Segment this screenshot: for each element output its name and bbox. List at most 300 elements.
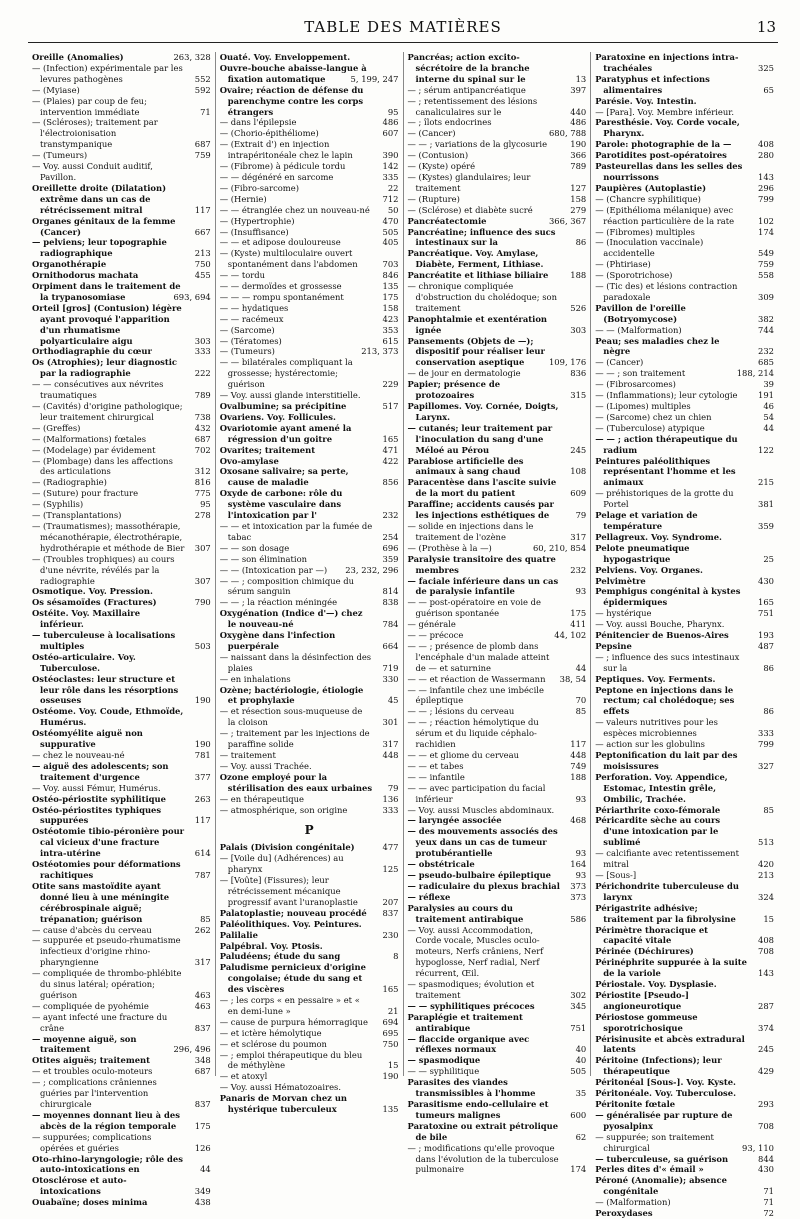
entry-page-ref: 25 [763,553,774,564]
index-entry [595,117,774,139]
entry-page-ref: 188 [570,270,587,281]
entry-page-ref: 79 [575,510,587,521]
entry-term: Peau; ses maladies chez le nègre [595,335,720,357]
index-entry [408,826,587,859]
index-entry [32,85,211,96]
entry-page-ref: 432 [194,422,211,433]
entry-term: — pelviens; leur topographie radiographique [32,237,167,259]
index-entry [32,270,211,281]
entry-page-ref: 165 [758,597,774,608]
entry-term: — action sur les globulins [595,739,705,750]
entry-term: — — précoce [407,630,464,641]
index-entry [220,674,399,685]
index-entry [220,962,399,995]
index-entry [32,925,211,936]
entry-term: Papillomes. Voy. Cornée, Doigts, Larynx. [407,401,559,422]
index-entry [595,739,774,750]
entry-page-ref: 44, 102 [554,630,587,641]
entry-term: — cutanés; leur traitement par l'inoculation du sang d'une Méloé au Pérou [407,422,553,455]
entry-page-ref: 609 [570,488,587,499]
entry-term: — — dégénéré en sarcome [219,171,334,182]
entry-term: Peptonification du lait par des moisissures [595,750,738,771]
entry-page-ref: 838 [382,597,399,608]
entry-term: — (Plaies) par coup de feu; intervention immédiate [32,95,147,117]
entry-page-ref: 232 [758,346,774,357]
index-entry [408,336,587,369]
entry-term: Papier; présence de protozoaires [407,379,501,401]
entry-term: Otosclérose et auto-intoxications [32,1175,127,1197]
entry-term: — Voy. aussi Muscles abdominaux. [407,804,555,815]
entry-page-ref: 784 [382,619,399,630]
index-entry [408,1034,587,1056]
entry-page-ref: 142 [382,161,399,172]
index-entry [220,466,399,488]
index-entry [595,488,774,510]
index-entry [595,1077,774,1088]
index-entry [408,597,587,619]
index-entry [595,1110,774,1132]
entry-page-ref: 296 [758,182,774,193]
entry-page-ref: 719 [382,662,399,673]
index-entry [595,815,774,848]
entry-term: Ovo-amylase [219,455,279,466]
index-entry [595,205,774,227]
entry-term: Orpiment dans le traitement de la trypanosomiase [32,281,181,302]
index-entry [220,875,399,908]
entry-term: — (Cavités) d'origine pathologique; leur traitement chirurgical [32,401,183,422]
entry-term: — chez le nouveau-né [32,750,125,760]
entry-page-ref: 685 [758,357,774,368]
entry-term: Périostale. Voy. Dysplasie. [595,979,717,990]
index-entry [32,259,211,270]
entry-page-ref: 230 [382,929,399,940]
entry-page-ref: 174 [758,226,774,237]
index-entry [220,576,399,598]
entry-term: Palais (Division congénitale) [219,842,355,853]
index-entry [595,1034,774,1056]
entry-term: Oreillette droite (Dilatation) extrême dans un cas de rétrécissement mitral [32,182,167,215]
entry-term: Pelote pneumatique hypogastrique [595,542,690,564]
index-entry [595,227,774,238]
index-entry [408,205,587,216]
entry-term: Pavillon de l'oreille (Botryomycose) [595,302,686,324]
entry-page-ref: 40 [575,1044,587,1055]
entry-page-ref: 85 [763,804,774,815]
entry-term: Péritoine (Infections); leur thérapeutique [595,1055,722,1077]
entry-page-ref: 789 [570,161,587,172]
entry-term: Ostéome. Voy. Coude, Ethmoïde, Humérus. [32,706,184,728]
entry-page-ref: 45 [387,695,399,706]
index-entry [220,117,399,128]
entry-page-ref: 775 [194,488,211,499]
entry-term: Ozène; bactériologie, étiologie et prophylaxie [219,684,364,706]
page-header [28,16,778,43]
index-entry [220,237,399,248]
entry-term: Ostéoclastes: leur structure et leur rôle dans les résorptions osseuses [32,673,179,706]
entry-term: Otite sans mastoïdite ayant donné lieu à une méningite cérébrospinale aiguë; trépanation; guérison [32,880,170,924]
entry-page-ref: 330 [382,673,399,684]
entry-term: Périchondrite tuberculeuse du larynx [595,880,739,902]
index-entry [595,107,774,118]
entry-term: Ozone employé pour la stérilisation des eaux urbaines [219,771,373,793]
entry-term: Ovariotomie ayant amené la régression d'un goitre [219,422,352,444]
entry-term: — (Sclérose) et diabète sucré [407,204,533,215]
index-entry [408,128,587,139]
entry-term: — préhistoriques de la grotte du Portel [595,488,734,510]
entry-page-ref: 280 [758,150,774,161]
entry-term: — ; les corps « en pessaire » et « en demi-lune » [219,995,360,1016]
entry-page-ref: 317 [382,739,399,750]
index-entry [220,772,399,794]
entry-page-ref: 135 [382,1104,399,1115]
entry-page-ref: 333 [758,728,774,739]
entry-term: — traitement [219,750,276,760]
entry-term: — (Modelage) par évidement [32,444,156,455]
entry-term: Péricardite sèche au cours d'une intoxication par le sublimé [595,815,721,848]
index-entry [595,161,774,183]
index-entry [220,456,399,467]
index-entry [220,128,399,139]
entry-term: — — syphilitiques précoces [407,1000,535,1011]
entry-term: — Voy. aussi Fémur, Humérus. [32,782,161,793]
entry-term: — (Hernie) [219,193,267,204]
entry-term: — Voy. aussi Accommodation, Corde vocale, Muscles oculo-moteurs, Nerfs crâniens, Nerf hypoglosse, Nerf radial, Nerf récurrent, Œil. [407,924,544,979]
entry-term: Pepsine [595,640,632,651]
entry-term: — — (Malformation) [595,324,682,335]
index-entry [408,139,587,150]
entry-term: Pancréatine; influence des sucs intestinaux sur la [407,226,556,248]
index-entry [595,641,774,652]
entry-term: Ouvre-bouche abaisse-langue à fixation automatique [219,62,367,84]
entry-page-ref: 844 [758,1153,774,1164]
entry-page-ref: 405 [382,237,399,248]
entry-page-ref: 430 [758,575,774,586]
entry-term: Perles dites d'« émail » [595,1164,704,1175]
entry-page-ref: 287 [758,1000,774,1011]
entry-term: — — ; réaction hémolytique du sérum et du liquide céphalo-rachidien [407,717,539,750]
entry-page-ref: 13 [575,73,587,84]
entry-page-ref: 93 [575,848,587,859]
entry-term: Paresthésie. Voy. Corde vocale, Pharynx. [595,117,740,139]
index-entry [408,543,587,554]
entry-term: — (Kyste) multiloculaire ouvert spontanément dans l'abdomen [219,248,358,270]
entry-term: Ovariens. Voy. Follicules. [219,411,336,422]
entry-term: — solide en injections dans le traitement de l'ozène [407,520,534,542]
index-entry [408,270,587,281]
entry-term: Peroxydases [595,1208,653,1219]
entry-term: Os (Atrophies); leur diagnostic par la radiographie [32,357,178,379]
entry-page-ref: 136 [382,793,399,804]
index-entry [220,941,399,952]
entry-term: — ayant infecté une fracture du crâne [32,1011,168,1033]
entry-term: Ostéomyélite aiguë non suppurative [32,728,143,750]
entry-page-ref: 333 [194,346,211,357]
entry-term: — — avec participation du facial inférieur [407,782,546,804]
entry-term: — [Voûte] (Fissures); leur rétrécissement mécanique progressif avant l'uranoplastie [219,875,358,907]
entry-page-ref: 303 [570,324,587,335]
entry-term: Oreille (Anomalies) [32,52,124,62]
index-entry [220,543,399,554]
entry-term: — (Tumeurs) [219,346,275,357]
entry-page-ref: 117 [570,739,587,750]
entry-term: Ostéo-périostites typhiques suppurées [32,804,162,826]
index-entry [32,706,211,728]
entry-term: Ostéo-articulaire. Voy. Tuberculose. [32,651,136,673]
entry-page-ref: 477 [382,842,399,853]
entry-term: — ; complications crâniennes guéries par l'intervention chirurgicale [32,1077,157,1109]
index-entry [32,488,211,499]
index-entry [220,728,399,750]
entry-page-ref: 245 [758,1044,774,1055]
index-entry [32,499,211,510]
entry-page-ref: 751 [570,1022,587,1033]
index-entry [408,1012,587,1034]
index-entry [595,96,774,107]
entry-page-ref: 664 [382,640,399,651]
entry-page-ref: 23, 232, 296 [345,564,399,575]
index-entry [595,750,774,772]
index-entry [408,1066,587,1077]
entry-term: — — ; lésions du cerveau [407,706,515,717]
index-entry [595,1197,774,1208]
entry-term: Ostéo-périostite syphilitique [32,793,166,804]
index-entry [220,908,399,919]
index-entry [595,183,774,194]
index-entry [32,586,211,597]
index-entry [32,826,211,859]
entry-term: — suppurées; complications opérées et guéries [32,1131,152,1153]
entry-term: Pancréatique. Voy. Amylase, Diabète, Ferment, Lithiase. [407,248,544,270]
section-letter: P [304,823,314,838]
entry-term: Ostéotomies pour déformations rachitiques [32,859,181,880]
entry-page-ref: 373 [570,880,587,891]
entry-term: Périgastrite adhésive; traitement par la fibrolysine [595,902,736,924]
page-title: TABLE DES MATIÈRES [304,18,502,36]
entry-term: — (Radiographie) [32,477,107,488]
entry-term: Peintures paléolithiques représentant l'homme et les animaux [595,455,736,488]
index-entry [32,1154,211,1176]
entry-page-ref: 422 [382,455,399,466]
entry-page-ref: 86 [575,237,587,248]
index-entry [595,717,774,739]
entry-term: Paléolithiques. Voy. Peintures. [219,918,362,929]
entry-term: — valeurs nutritives pour les espèces microbiennes [595,717,718,739]
entry-page-ref: 117 [194,204,211,215]
entry-term: Péritonéale. Voy. Tuberculose. [595,1088,736,1099]
index-entry [595,979,774,990]
entry-term: Ostéite. Voy. Maxillaire inférieur. [32,608,141,630]
index-entry [595,281,774,303]
index-entry [220,521,399,543]
entry-page-ref: 309 [758,291,774,302]
entry-page-ref: 93 [575,793,587,804]
entry-page-ref: 62 [575,1131,587,1142]
index-entry [220,1039,399,1050]
index-entry [220,205,399,216]
entry-term: Pemphigus congénital à kystes épidermiques [595,586,741,608]
index-entry [408,194,587,205]
index-entry [220,685,399,707]
index-entry [595,336,774,358]
entry-term: Paratoxine ou extrait pétrolique de bile [407,1120,559,1142]
entry-page-ref: 799 [758,739,774,750]
entry-term: Périnéphrite suppurée à la suite de la variole [595,957,747,979]
index-entry [220,216,399,227]
index-entry [32,1055,211,1066]
entry-page-ref: 60, 210, 854 [532,542,587,553]
index-entry [32,1001,211,1012]
index-entry [32,521,211,554]
entry-term: — et ictère hémolytique [219,1027,322,1038]
entry-term: — — et gliome du cerveau [407,750,520,760]
index-entry [408,717,587,750]
entry-page-ref: 117 [194,815,211,826]
index-entry [220,401,399,412]
index-entry [595,565,774,576]
index-entry [408,619,587,630]
index-entry [408,761,587,772]
entry-term: Orteil [gros] (Contusion) légère ayant provoqué l'apparition d'un rhumatisme polyarticulaire aigu [32,302,182,346]
index-entry [220,554,399,565]
index-entry [595,325,774,336]
index-entry [595,390,774,401]
entry-term: — calcifiante avec retentissement mitral [595,848,739,870]
index-entry [408,1001,587,1012]
entry-page-ref: 175 [570,608,587,619]
index-entry [32,63,211,85]
entry-term: Parasitisme endo-cellulaire et tumeurs malignes [407,1099,549,1120]
index-entry [595,652,774,674]
entry-term: — — hydatiques [219,302,289,313]
index-entry [32,881,211,925]
index-entry [408,903,587,925]
index-entry [32,237,211,259]
entry-term: Périostose gommeuse sporotrichosique [595,1011,698,1033]
index-entry [32,1077,211,1110]
index-entry [32,1066,211,1077]
entry-page-ref: 397 [570,84,587,95]
entry-term: — — étranglée chez un nouveau-né [219,204,370,215]
entry-term: Oxygénation (Indice d'—) chez le nouveau-né [219,608,363,630]
index-entry [595,674,774,685]
entry-term: — en inhalations [219,673,291,684]
entry-page-ref: 193 [758,630,774,641]
entry-term: — — ; la réaction méningée [219,597,338,608]
index-entry [408,281,587,314]
entry-page-ref: 302 [570,989,587,1000]
entry-term: Otites aiguës; traitement [32,1055,151,1066]
entry-term: Pansements (Objets de —); dispositif pour réaliser leur conservation aseptique [407,335,545,368]
entry-term: — (Kyste) opéré [407,161,476,172]
entry-term: — (Hypertrophie) [219,215,295,226]
index-entry [595,1088,774,1099]
entry-term: Os sésamoïdes (Fractures) [32,597,157,608]
index-entry [220,412,399,423]
entry-term: Organes génitaux de la femme (Cancer) [32,215,176,237]
entry-term: — — ; présence de plomb dans l'encéphale d'un malade atteint de — et saturnine [407,640,550,673]
entry-page-ref: 440 [570,106,587,117]
entry-page-ref: 71 [763,1197,774,1208]
entry-page-ref: 353 [382,324,399,335]
index-entry [595,1132,774,1154]
entry-term: Oxyde de carbone: rôle du système vasculaire dans l'intoxication par l' [219,488,343,521]
entry-term: — (Inoculation vaccinale) accidentelle [595,237,704,259]
index-entry [32,794,211,805]
entry-term: — cause de purpura hémorragique [219,1016,369,1027]
entry-page-ref: 164 [570,859,587,870]
index-entry [408,423,587,456]
entry-page-ref: 35 [575,1088,587,1099]
entry-term: Paralysie transitoire des quatre membres [407,553,556,575]
entry-term: — [Para]. Voy. Membre inférieur. [595,106,735,117]
index-entry [408,750,587,761]
index-entry [32,597,211,608]
entry-page-ref: 312 [194,466,211,477]
entry-page-ref: 694 [382,1016,399,1027]
entry-page-ref: 359 [758,520,774,531]
index-entry [595,685,774,718]
entry-term: Pancréas; action excito-sécrétoire de la branche interne du spinal sur le [407,52,530,84]
index-entry [595,576,774,587]
entry-term: — ; influence des sucs intestinaux sur la [595,651,740,673]
entry-page-ref: 390 [382,150,399,161]
index-entry [220,842,399,853]
entry-page-ref: 71 [200,106,211,117]
index-entry [220,270,399,281]
entry-page-ref: 359 [382,553,399,564]
entry-term: Peptiques. Voy. Ferments. [595,673,716,684]
entry-page-ref: 667 [194,226,211,237]
index-entry [595,619,774,630]
entry-term: — et résection sous-muqueuse de la cloison [219,706,363,728]
entry-term: Périnée (Déchirures) [595,946,694,957]
entry-term: — (Cancer) [407,128,456,139]
entry-term: Paludéens; étude du sang [219,951,341,962]
index-entry [595,1154,774,1165]
entry-term: Péritonite fœtale [595,1099,676,1109]
entry-page-ref: 222 [194,368,211,379]
index-entry [595,1208,774,1219]
entry-term: Parasites des viandes transmissibles à l'homme [407,1077,536,1099]
index-entry [408,1121,587,1143]
index-entry [408,925,587,980]
entry-page-ref: 158 [382,302,399,313]
index-column-4 [590,52,778,1219]
index-entry [595,368,774,379]
index-entry [595,957,774,979]
index-entry [32,783,211,794]
entry-term: Paracentèse dans l'ascite suivie de la mort du patient [407,477,557,499]
entry-term: — (Transplantations) [32,510,122,521]
index-entry [595,270,774,281]
entry-page-ref: 174 [570,1164,587,1175]
entry-term: — — infantile [407,771,465,782]
index-entry [595,1175,774,1197]
entry-page-ref: 263 [194,793,211,804]
entry-term: — radiculaire du plexus brachial [407,880,560,891]
index-entry [595,630,774,641]
entry-page-ref: 86 [763,662,774,673]
entry-term: — suppurée et pseudo-rhumatisme infectieux d'origine rhino-pharyngienne [32,935,181,968]
index-entry [595,903,774,925]
index-column-1 [28,52,215,1208]
entry-page-ref: 188, 214 [736,368,774,379]
entry-page-ref: 463 [194,1000,211,1011]
entry-page-ref: 232 [382,510,399,521]
index-entry [32,117,211,150]
entry-page-ref: 750 [194,259,211,270]
index-entry [32,96,211,118]
